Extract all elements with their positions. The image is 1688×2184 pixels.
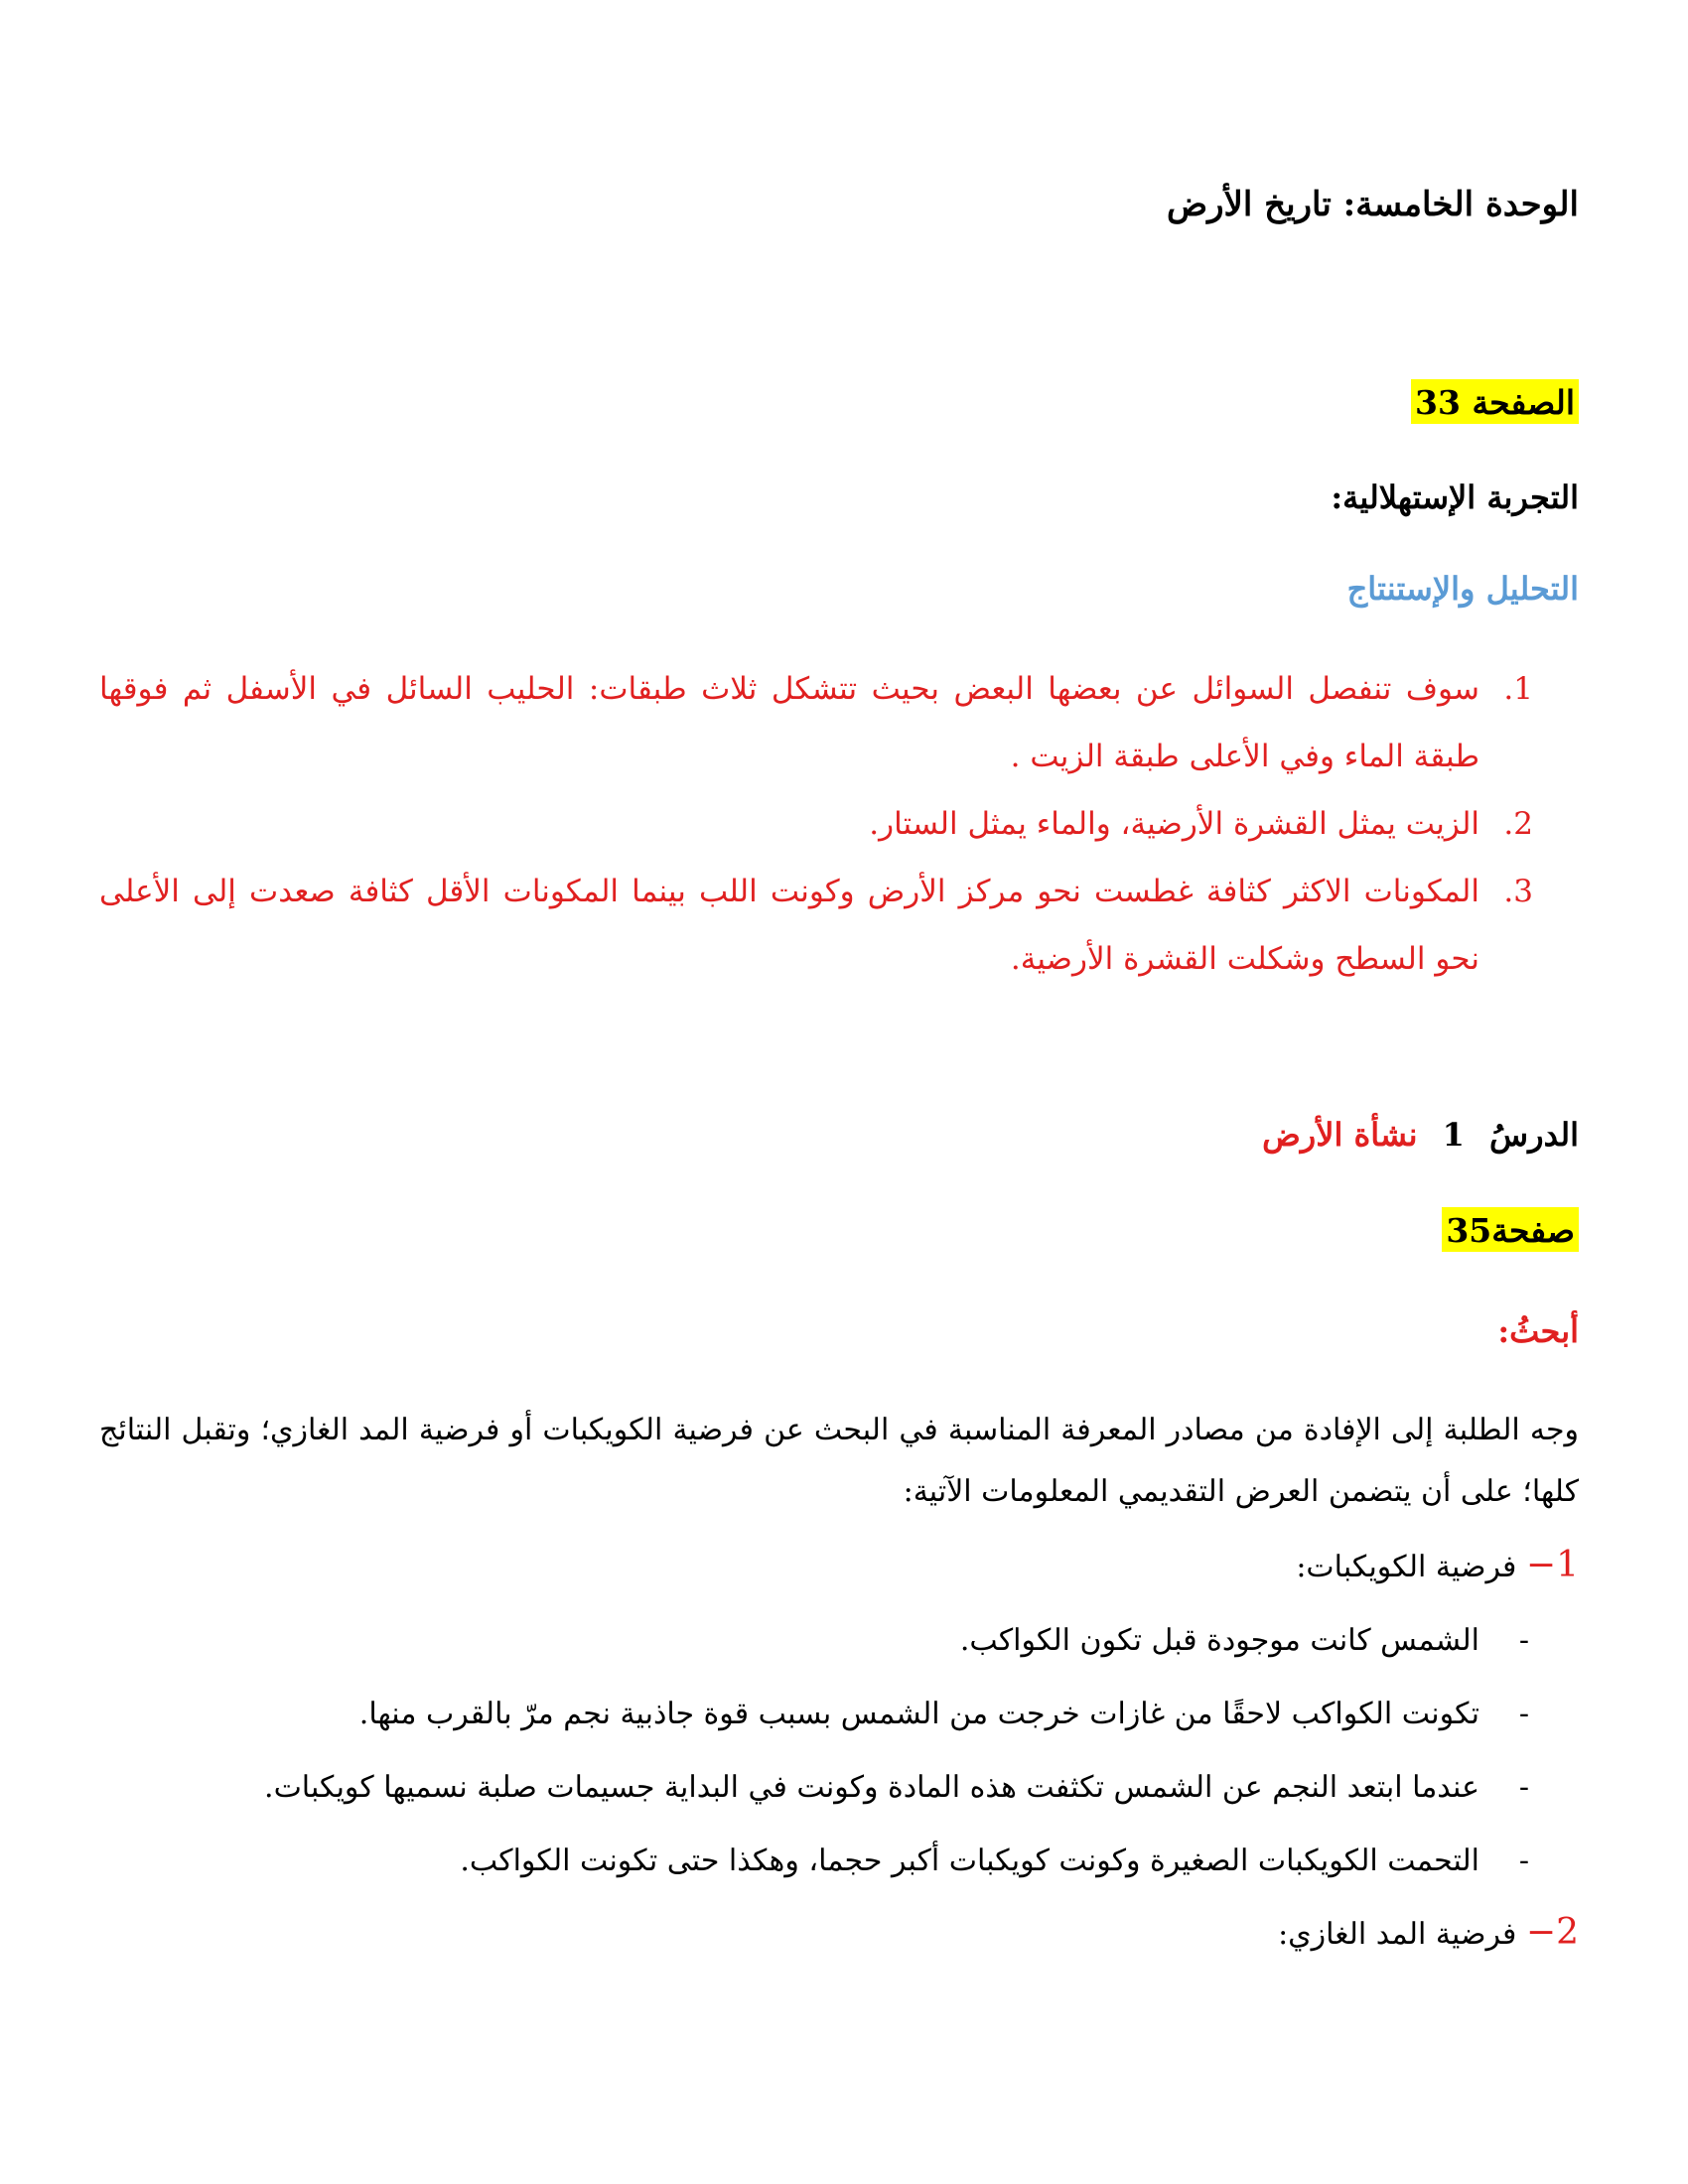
analysis-item-number: 3.	[1503, 874, 1533, 909]
list-item-text: التحمت الكويكبات الصغيرة وكونت كويكبات أكبر حجما، وهكذا حتى تكونت الكواكب.	[460, 1843, 1479, 1878]
list-item-text: تكونت الكواكب لاحقًا من غازات خرجت من الشمس بسبب قوة جاذبية نجم مرّ بالقرب منها.	[358, 1697, 1479, 1731]
lesson-label: الدرسُ	[1489, 1116, 1579, 1154]
bullet-dash: -	[1518, 1843, 1529, 1878]
list-item	[99, 1825, 1579, 1898]
hypothesis-1-points	[99, 1604, 1579, 1898]
analysis-item-2	[99, 790, 1579, 858]
analysis-item-1	[99, 655, 1579, 790]
hypothesis-1-heading	[99, 1545, 1579, 1585]
hypothesis-2-title: فرضية المد الغازي:	[1278, 1917, 1517, 1952]
analysis-list	[99, 655, 1579, 993]
list-item-text: الشمس كانت موجودة قبل تكون الكواكب.	[959, 1623, 1479, 1658]
research-heading: أبحثُ:	[1497, 1312, 1579, 1350]
lesson-heading	[99, 1116, 1579, 1154]
list-item	[99, 1678, 1579, 1751]
hypothesis-1-title: فرضية الكويكبات:	[1296, 1550, 1517, 1584]
page-33-label-row	[99, 383, 1579, 422]
analysis-item-number: 1.	[1503, 671, 1533, 707]
analysis-item-3	[99, 858, 1579, 993]
list-item	[99, 1751, 1579, 1825]
bullet-dash: -	[1518, 1623, 1529, 1658]
intro-paragraph: وجه الطلبة إلى الإفادة من مصادر المعرفة المناسبة في البحث عن فرضية الكويكبات أو فرضية المد الغازي؛ وتقبل النتائج كلها؛ على أن يتضمن العرض التقديمي المعلومات الآتية:	[99, 1413, 1579, 1509]
analysis-item-text: سوف تنفصل السوائل عن بعضها البعض بحيث تتشكل ثلاث طبقات: الحليب السائل في الأسفل ثم فوقها طبقة الماء وفي الأعلى طبقة الزيت .	[99, 671, 1479, 774]
bullet-dash: -	[1518, 1770, 1529, 1805]
page-33-label: الصفحة 33	[1411, 379, 1579, 424]
exploration-heading: التجربة الإستهلالية:	[1331, 478, 1579, 516]
bullet-dash: -	[1518, 1697, 1529, 1731]
hypothesis-2-number: 2−	[1525, 1912, 1579, 1953]
page-35-label-row	[99, 1211, 1579, 1250]
hypothesis-1-number: 1−	[1525, 1545, 1579, 1585]
lesson-title: نشأة الأرض	[1262, 1116, 1418, 1154]
list-item	[99, 1604, 1579, 1678]
lesson-number: 1	[1442, 1116, 1465, 1154]
analysis-item-text: المكونات الاكثر كثافة غطست نحو مركز الأرض وكونت اللب بينما المكونات الأقل كثافة صعدت إلى الأعلى نحو السطح وشكلت القشرة الأرضية.	[99, 874, 1479, 977]
analysis-heading: التحليل والإستنتاج	[1346, 570, 1579, 608]
page-35-label: صفحة35	[1442, 1207, 1579, 1252]
analysis-item-text: الزيت يمثل القشرة الأرضية، والماء يمثل الستار.	[869, 806, 1479, 842]
unit-heading: الوحدة الخامسة: تاريخ الأرض	[1166, 185, 1579, 224]
list-item-text: عندما ابتعد النجم عن الشمس تكثفت هذه المادة وكونت في البداية جسيمات صلبة نسميها كويكبات.	[264, 1770, 1479, 1805]
hypothesis-2-heading	[99, 1912, 1579, 1953]
analysis-item-number: 2.	[1503, 806, 1533, 842]
